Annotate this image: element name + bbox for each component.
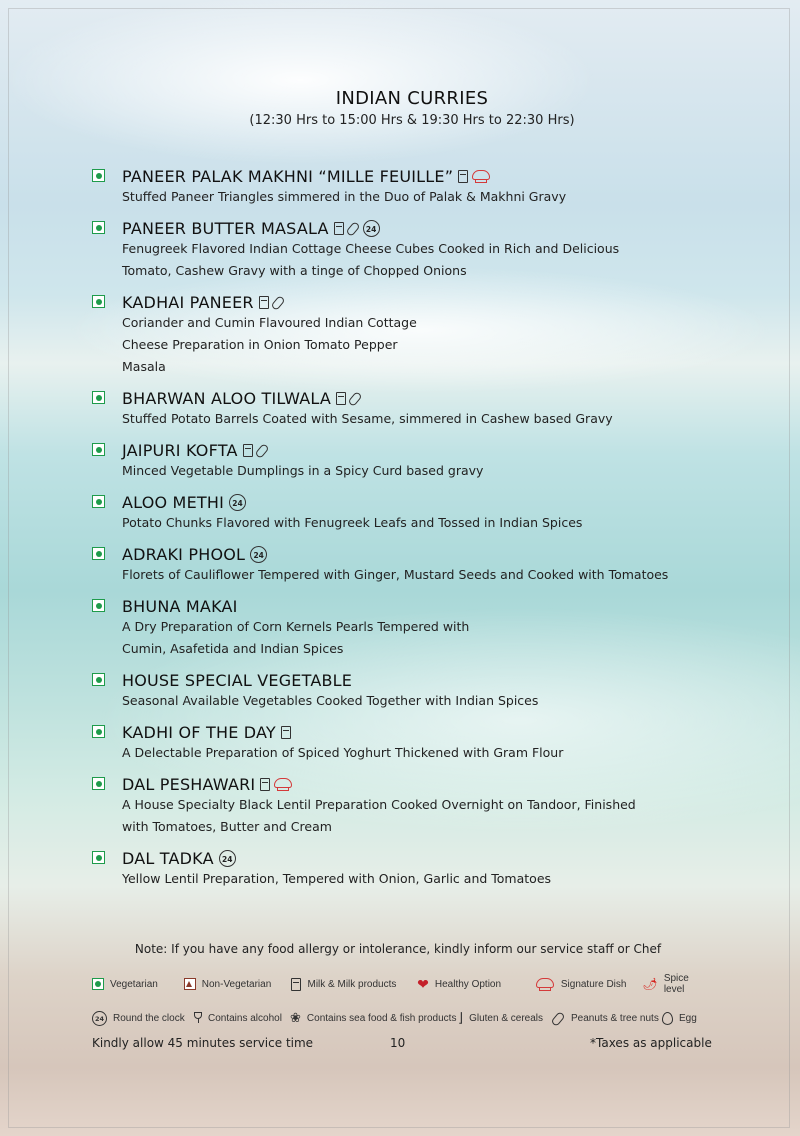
menu-item (92, 596, 732, 660)
peanut-icon (552, 1012, 565, 1025)
legend-nuts-label: Peanuts & tree nuts (571, 1012, 659, 1024)
legend-non-veg-label: Non-Vegetarian (201, 978, 272, 990)
legend-milk-label: Milk & Milk products (307, 978, 397, 990)
legend-round-clock-label: Round the clock (113, 1012, 185, 1024)
menu-item-name-row (122, 166, 732, 186)
menu-item-name: BHARWAN ALOO TILWALA (122, 388, 331, 408)
menu-item (92, 544, 732, 586)
milk-icon (458, 170, 468, 183)
legend-non-vegetarian (184, 978, 292, 990)
menu-item-name: HOUSE SPECIAL VEGETABLE (122, 670, 353, 690)
legend-seafood-label: Contains sea food & fish products (306, 1012, 457, 1024)
milk-icon (336, 392, 346, 405)
menu-item-icons (229, 494, 246, 511)
menu-item-description: Seasonal Available Vegetables Cooked Together with Indian Spices (122, 693, 539, 708)
peanut-icon (256, 444, 269, 457)
menu-item-icons (336, 392, 362, 405)
menu-item-name-row (122, 440, 732, 460)
menu-item-icons (281, 726, 291, 739)
allergy-note: Note: If you have any food allergy or intolerance, kindly inform our service staff or Chef (134, 942, 662, 956)
legend-egg-label: Egg (679, 1012, 697, 1024)
peanut-icon (349, 392, 362, 405)
chef-hat-icon (471, 169, 491, 183)
clock-24-icon: 24 (363, 220, 380, 237)
veg-mark-icon (92, 725, 105, 738)
menu-item-description: A Dry Preparation of Corn Kernels Pearls Tempered with Cumin, Asafetida and Indian Spices (122, 619, 470, 656)
menu-item-description: Coriander and Cumin Flavoured Indian Cottage Cheese Preparation in Onion Tomato Pepper Masala (122, 315, 417, 374)
legend-row-1 (92, 973, 712, 995)
egg-icon (662, 1012, 673, 1025)
menu-item-icons (259, 296, 285, 309)
service-time-note: Kindly allow 45 minutes service time (92, 1036, 314, 1050)
menu-item-name: DAL PESHAWARI (122, 774, 256, 794)
milk-icon (281, 726, 291, 739)
menu-item-name: DAL TADKA (122, 848, 214, 868)
menu-item (92, 722, 732, 764)
legend-row-2 (92, 1010, 712, 1026)
veg-mark-icon (92, 443, 105, 456)
chef-hat-icon (535, 977, 555, 991)
section-header (0, 88, 800, 128)
chili-icon: 🌶 (642, 977, 658, 991)
service-hours: (12:30 Hrs to 15:00 Hrs & 19:30 Hrs to 22:30 Hrs) (249, 113, 575, 128)
menu-item-name-row (122, 596, 732, 616)
menu-item-description: Stuffed Potato Barrels Coated with Sesame, simmered in Cashew based Gravy (122, 411, 613, 426)
menu-item (92, 848, 732, 890)
menu-item-name: KADHI OF THE DAY (122, 722, 276, 742)
menu-item-description: Fenugreek Flavored Indian Cottage Cheese Cubes Cooked in Rich and Delicious Tomato, Cashew Gravy with a tinge of Chopped Onions (122, 241, 620, 278)
page-number: 10 (390, 1036, 406, 1050)
menu-item-name: BHUNA MAKAI (122, 596, 238, 616)
menu-item-name-row (122, 292, 732, 312)
menu-item-name-row (122, 492, 732, 512)
menu-item-name-row (122, 218, 732, 238)
legend-egg (662, 1012, 697, 1025)
menu-item-description: Florets of Cauliflower Tempered with Ginger, Mustard Seeds and Cooked with Tomatoes (122, 567, 669, 582)
menu-item-description: Minced Vegetable Dumplings in a Spicy Curd based gravy (122, 463, 484, 478)
section-title: INDIAN CURRIES (335, 88, 489, 109)
non-veg-mark-icon (184, 978, 196, 990)
menu-item-description: Stuffed Paneer Triangles simmered in the Duo of Palak & Makhni Gravy (122, 189, 567, 204)
menu-item (92, 670, 732, 712)
milk-icon (291, 978, 301, 991)
veg-mark-icon (92, 599, 105, 612)
legend-seafood (290, 1010, 458, 1026)
menu-item-description: Potato Chunks Flavored with Fenugreek Leafs and Tossed in Indian Spices (122, 515, 583, 530)
clock-24-icon: 24 (229, 494, 246, 511)
menu-item-icons (243, 444, 269, 457)
menu-item (92, 292, 732, 378)
menu-item (92, 774, 732, 838)
legend-spice (643, 973, 712, 995)
clock-24-icon: 24 (250, 546, 267, 563)
legend-vegetarian (92, 978, 184, 990)
legend-spice-label: Spice level (663, 973, 689, 995)
healthy-heart-icon: ❤ (417, 976, 429, 992)
menu-item (92, 492, 732, 534)
menu-item-name: JAIPURI KOFTA (122, 440, 238, 460)
menu-item-name-row (122, 848, 732, 868)
menu-item-name-row (122, 544, 732, 564)
menu-item-name-row (122, 722, 732, 742)
veg-mark-icon (92, 547, 105, 560)
legend-gluten-label: Gluten & cereals (469, 1012, 544, 1024)
legend-healthy-label: Healthy Option (434, 978, 502, 990)
menu-item-icons (219, 850, 236, 867)
veg-mark-icon (92, 851, 105, 864)
wine-glass-icon (194, 1012, 202, 1024)
peanut-icon (272, 296, 285, 309)
milk-icon (259, 296, 269, 309)
menu-item-description: A House Specialty Black Lentil Preparation Cooked Overnight on Tandoor, Finished with Tomatoes, Butter and Cream (122, 797, 636, 834)
legend-milk (291, 978, 417, 991)
legend-nuts (552, 1012, 662, 1025)
menu-item-description: Yellow Lentil Preparation, Tempered with Onion, Garlic and Tomatoes (122, 871, 552, 886)
menu-item-icons (260, 777, 293, 791)
menu-list (92, 166, 732, 900)
menu-item (92, 166, 732, 208)
menu-item-icons (250, 546, 267, 563)
menu-item-description: A Delectable Preparation of Spiced Yoghurt Thickened with Gram Flour (122, 745, 564, 760)
veg-mark-icon (92, 777, 105, 790)
veg-mark-icon (92, 169, 105, 182)
clock-24-icon: 24 (92, 1011, 107, 1026)
menu-item-name-row (122, 670, 732, 690)
veg-mark-icon (92, 391, 105, 404)
peanut-icon (347, 222, 360, 235)
legend-alcohol (194, 1012, 290, 1024)
menu-item (92, 440, 732, 482)
legend-healthy (417, 978, 535, 990)
chef-hat-icon (273, 777, 293, 791)
menu-item-name: PANEER PALAK MAKHNI “MILLE FEUILLE” (122, 166, 454, 186)
veg-mark-icon (92, 673, 105, 686)
veg-mark-icon (92, 495, 105, 508)
fish-icon: ❀ (290, 1010, 301, 1025)
veg-mark-icon (92, 978, 104, 990)
menu-item-name-row (122, 388, 732, 408)
wheat-icon: ⌋ (458, 1010, 464, 1025)
menu-item-name-row (122, 774, 732, 794)
legend-signature-label: Signature Dish (560, 978, 627, 990)
milk-icon (260, 778, 270, 791)
taxes-note: *Taxes as applicable (590, 1036, 712, 1050)
milk-icon (334, 222, 344, 235)
menu-item-icons (458, 169, 491, 183)
legend-vegetarian-label: Vegetarian (110, 978, 158, 990)
menu-item-name: KADHAI PANEER (122, 292, 254, 312)
veg-mark-icon (92, 295, 105, 308)
legend-alcohol-label: Contains alcohol (208, 1012, 282, 1024)
legend-signature (535, 977, 643, 991)
milk-icon (243, 444, 253, 457)
menu-item-name: PANEER BUTTER MASALA (122, 218, 329, 238)
clock-24-icon: 24 (219, 850, 236, 867)
legend-gluten (458, 1010, 552, 1026)
menu-item (92, 388, 732, 430)
menu-item-name: ALOO METHI (122, 492, 224, 512)
legend-round-clock (92, 1011, 194, 1026)
menu-item (92, 218, 732, 282)
menu-item-name: ADRAKI PHOOL (122, 544, 246, 564)
veg-mark-icon (92, 221, 105, 234)
menu-item-icons (334, 220, 380, 237)
